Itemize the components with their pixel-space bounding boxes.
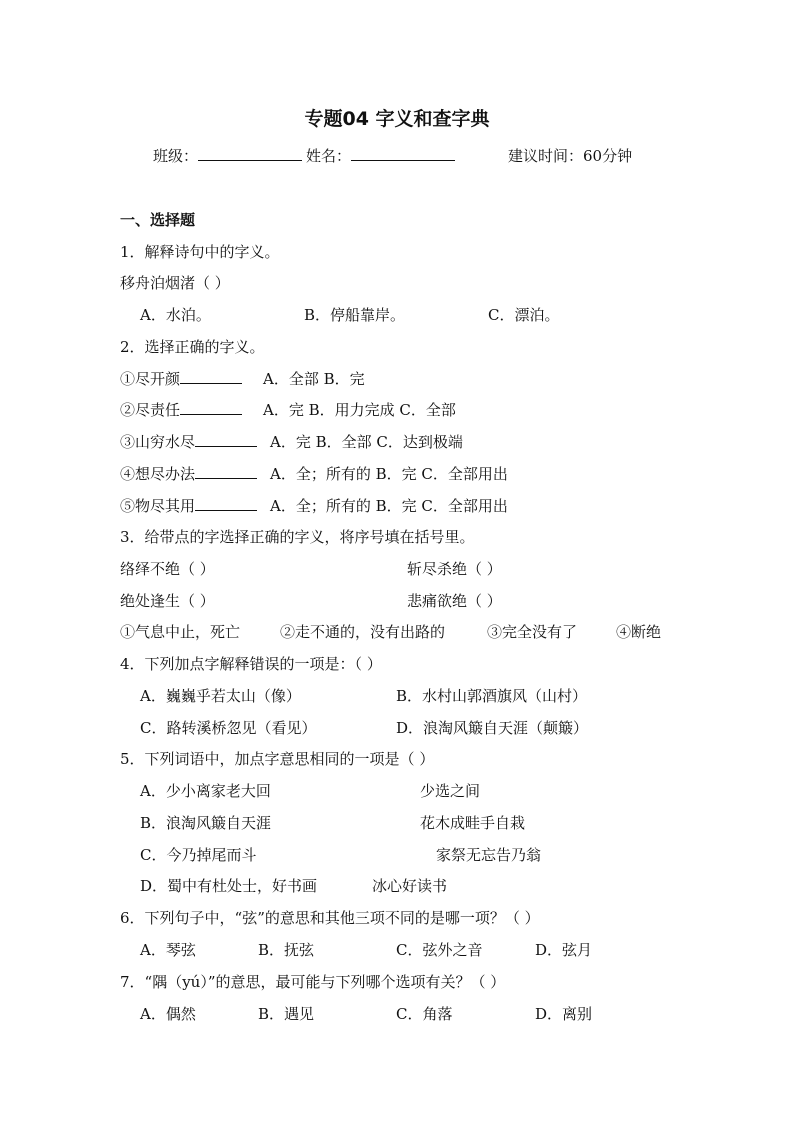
q3-meaning-3: ③完全没有了 [487,623,578,641]
q3-meaning-4: ④断绝 [616,623,662,641]
q2-item-options: A．完 B．全部 C．达到极端 [270,433,463,451]
q5-stem: 5．下列词语中，加点字意思相同的一项是（ ） [120,750,435,768]
q2-stem: 2．选择正确的字义。 [120,338,265,356]
class-blank [198,146,302,161]
q5-option-a-right: 少选之间 [420,782,481,800]
q2-item-word: ③山穷水尽 [120,433,196,451]
q4-option-b: B．水村山郭酒旗风（山村） [396,687,588,705]
q4-option-a: A．巍巍乎若太山（像） [140,687,301,705]
q7-option-b: B．遇见 [258,1005,315,1023]
q5-option-c-right: 家祭无忘告乃翁 [436,846,542,864]
time-suggestion: 建议时间：60分钟 [508,147,633,165]
q3-word-2: 斩尽杀绝（ ） [407,560,502,578]
q2-item-word: ②尽责任 [120,401,181,419]
q4-stem: 4．下列加点字解释错误的一项是：（ ） [120,655,382,673]
q3-meaning-1: ①气息中止，死亡 [120,623,241,641]
q1-stem: 1．解释诗句中的字义。 [120,243,280,261]
name-field [306,146,455,166]
q6-stem: 6．下列句子中，“弦”的意思和其他三项不同的是哪一项？（ ） [120,909,540,927]
q1-line: 移舟泊烟渚（ ） [120,274,230,292]
q2-item-word: ④想尽办法 [120,465,196,483]
class-label: 班级： [153,147,199,165]
q7-option-c: C．角落 [396,1005,453,1023]
name-label: 姓名： [306,147,352,165]
q7-option-d: D．离别 [535,1005,593,1023]
answer-blank [180,400,242,415]
answer-blank [195,464,257,479]
answer-blank [180,369,242,384]
section-header: 一、选择题 [120,211,196,229]
q5-option-c-left: C．今乃掉尾而斗 [140,846,257,864]
q6-option-a: A．琴弦 [140,941,196,959]
q7-option-a: A．偶然 [140,1005,196,1023]
q6-option-c: C．弦外之音 [396,941,483,959]
q4-option-d: D．浪淘风簸自天涯（颠簸） [396,719,589,737]
name-blank [351,146,455,161]
q6-option-b: B．抚弦 [258,941,315,959]
q3-word-3: 绝处逢生（ ） [120,592,215,610]
q2-item [120,496,257,516]
q2-item [120,369,242,389]
q7-stem: 7．“隅（yú）”的意思，最可能与下列哪个选项有关？（ ） [120,973,506,991]
q2-item-options: A．全；所有的 B．完 C．全部用出 [270,497,508,515]
q2-item [120,400,242,420]
page-title: 专题04 字义和查字典 [304,108,490,130]
q2-item-word: ①尽开颜 [120,370,181,388]
q5-option-a-left: A．少小离家老大回 [140,782,271,800]
q1-option-a: A．水泊。 [140,306,211,324]
q4-option-c: C．路转溪桥忽见（看见） [140,719,317,737]
q1-option-c: C．漂泊。 [488,306,560,324]
class-field [153,146,302,166]
q2-item-word: ⑤物尽其用 [120,497,196,515]
q2-item-options: A．全部 B．完 [263,370,365,388]
answer-blank [195,496,257,511]
q2-item [120,464,257,484]
q6-option-d: D．弦月 [535,941,593,959]
q1-option-b: B．停船靠岸。 [304,306,406,324]
q2-item-options: A．全；所有的 B．完 C．全部用出 [270,465,508,483]
q3-meaning-2: ②走不通的，没有出路的 [280,623,446,641]
q5-option-b-left: B．浪淘风簸自天涯 [140,814,272,832]
q2-item [120,432,257,452]
q5-option-b-right: 花木成畦手自栽 [420,814,526,832]
answer-blank [195,432,257,447]
q5-option-d-right: 冰心好读书 [372,877,448,895]
q3-stem: 3．给带点的字选择正确的字义，将序号填在括号里。 [120,528,475,546]
q3-word-4: 悲痛欲绝（ ） [407,592,502,610]
q3-word-1: 络绎不绝（ ） [120,560,215,578]
q5-option-d-left: D．蜀中有杜处士，好书画 [140,877,318,895]
q2-item-options: A．完 B．用力完成 C．全部 [263,401,456,419]
